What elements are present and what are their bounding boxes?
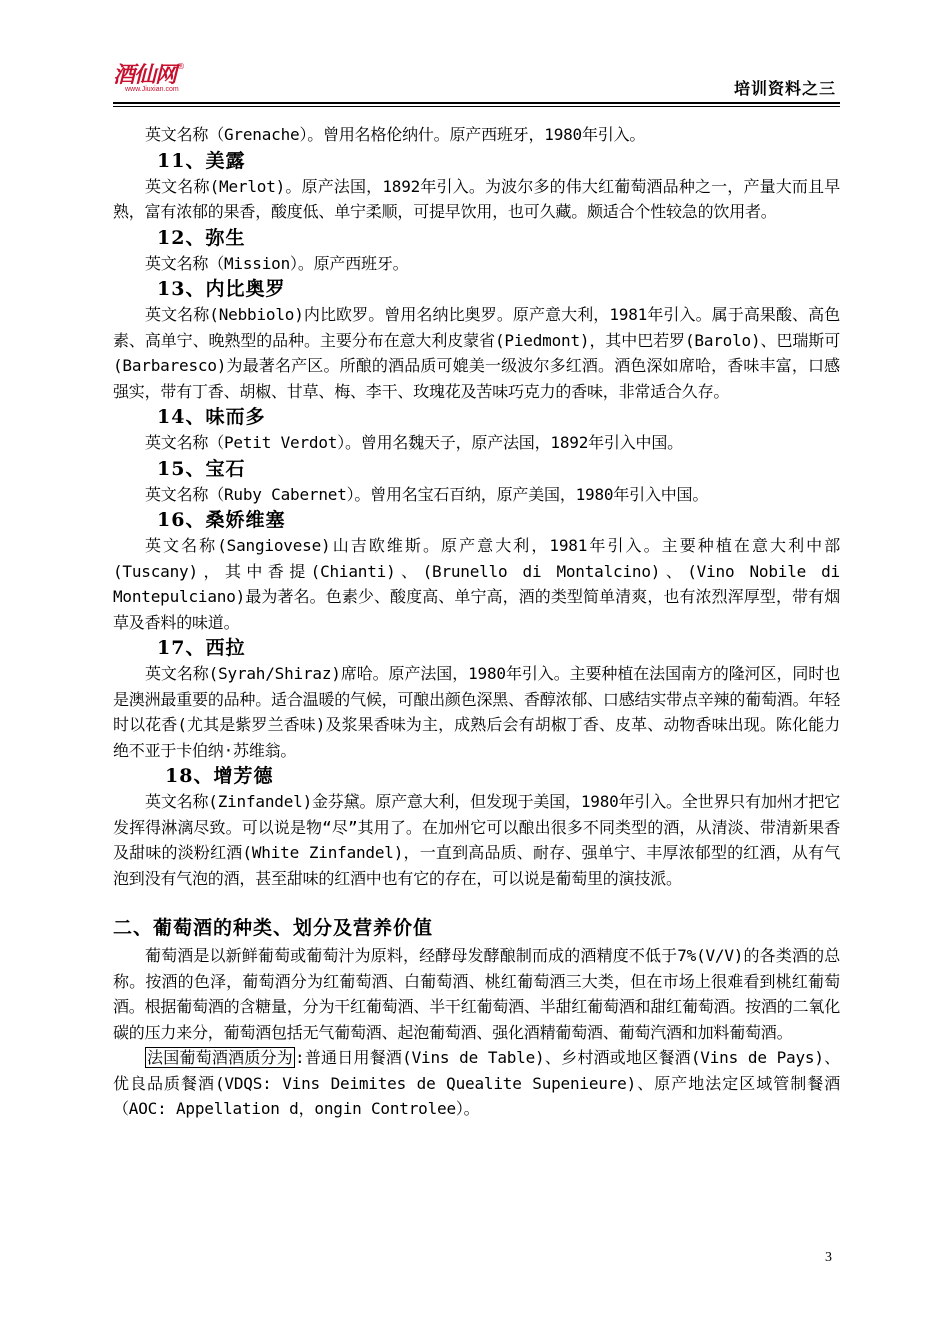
boxed-term: 法国葡萄酒酒质分为 (147, 1048, 293, 1067)
item-heading: 18、增芳德 (165, 765, 274, 787)
item-text: 英文名称(Nebbiolo)内比欧罗。曾用名纳比奥罗。原产意大利，1981年引入。属于高果酸、高色素、高单宁、晚熟型的品种。主要分布在意大利皮蒙省(Piedmont)，其中巴若罗(Barolo)、巴瑞斯可(Barbaresco)为最著名产区。所酿的酒品质可媲美一级波尔多红酒。酒色深如席哈，香味丰富，口感强实，带有丁香、胡椒、甘草、梅、李干、玫瑰花及苦味巧克力的香味，非常适合久存。 (113, 305, 840, 401)
intro-paragraph: 英文名称（Grenache）。曾用名格伦纳什。原产西班牙，1980年引入。 (145, 125, 646, 144)
section-paragraph: 葡萄酒是以新鲜葡萄或葡萄汁为原料，经酵母发酵酿制而成的酒精度不低于7%(V/V)的各类酒的总称。按酒的色泽，葡萄酒分为红葡萄酒、白葡萄酒、桃红葡萄酒三大类，但在市场上很难看到桃红葡萄酒。根据葡萄酒的含糖量，分为干红葡萄酒、半干红葡萄酒、半甜红葡萄酒和甜红葡萄酒。按酒的二氧化碳的压力来分，葡萄酒包括无气葡萄酒、起泡葡萄酒、强化酒精葡萄酒、葡萄汽酒和加料葡萄酒。 (113, 946, 840, 1042)
header-title: 培训资料之三 (733, 79, 836, 98)
page-header (113, 62, 840, 102)
logo-text: 酒仙网 (113, 62, 177, 88)
item-text: 英文名称(Syrah/Shiraz)席哈。原产法国，1980年引入。主要种植在法国南方的隆河区，同时也是澳洲最重要的品种。适合温暖的气候，可酿出颜色深黑、香醇浓郁、口感结实带点辛辣的葡萄酒。年轻时以花香(尤其是紫罗兰香味)及浆果香味为主，成熟后会有胡椒丁香、皮革、动物香味出现。陈化能力绝不亚于卡伯纳·苏维翁。 (113, 664, 840, 760)
document-body (113, 122, 840, 1122)
item-text: 英文名称(Sangiovese)山吉欧维斯。原产意大利，1981年引入。主要种植在意大利中部(Tuscany)，其中香提(Chianti)、(Brunello di Montalcino)、(Vino Nobile di Montepulciano)最为著名。色素少、酸度高、单宁高，酒的类型简单清爽，也有浓烈浑厚型，带有烟草及香料的味道。 (113, 536, 840, 632)
item-heading: 15、宝石 (157, 457, 246, 480)
item-heading: 17、西拉 (157, 637, 246, 659)
item-heading: 12、弥生 (157, 226, 246, 249)
item-text: 英文名称（Ruby Cabernet）。曾用名宝石百纳，原产美国，1980年引入中国。 (145, 484, 709, 504)
header-rule-thin (113, 106, 840, 107)
section-title: 二、葡萄酒的种类、划分及营养价值 (113, 917, 434, 939)
logo-registered-mark: ® (177, 62, 186, 71)
aoc-text: :普通日用餐酒(Vins de Table)、乡村酒或地区餐酒(Vins de Pays)、优良品质餐酒(VDQS: Vins Deimites de Quealite Supenieure)、原产地法定区域管制餐酒（AOC: Appellation d，ongin Controlee）。 (113, 1048, 840, 1118)
item-text: 英文名称（Petit Verdot）。曾用名魏天子，原产法国，1892年引入中国。 (145, 433, 683, 452)
item-heading: 16、桑娇维塞 (157, 509, 286, 531)
section-paragraph-aoc (113, 1045, 840, 1122)
item-heading: 11、美露 (157, 149, 246, 172)
item-text: 英文名称（Mission）。原产西班牙。 (145, 253, 409, 273)
page-number: 3 (825, 1250, 832, 1265)
jiuxian-logo (113, 62, 185, 98)
item-heading: 13、内比奥罗 (157, 278, 286, 300)
item-text: 英文名称(Merlot)。原产法国，1892年引入。为波尔多的伟大红葡萄酒品种之一，产量大而且早熟，富有浓郁的果香，酸度低、单宁柔顺，可提早饮用，也可久藏。颇适合个性较急的饮用者。 (113, 176, 840, 221)
logo-url: www.Jiuxian.com (125, 86, 179, 93)
header-rule (113, 102, 840, 104)
item-heading: 14、味而多 (157, 406, 266, 428)
item-text: 英文名称(Zinfandel)金芬黛。原产意大利，但发现于美国，1980年引入。全世界只有加州才把它发挥得淋漓尽致。可以说是物“尽”其用了。在加州它可以酿出很多不同类型的酒，从清淡、带清新果香及甜味的淡粉红酒(White Zinfandel)，一直到高品质、耐存、强单宁、丰厚浓郁型的红酒，从有气泡到没有气泡的酒，甚至甜味的红酒中也有它的存在，可以说是葡萄里的演技派。 (113, 792, 840, 888)
